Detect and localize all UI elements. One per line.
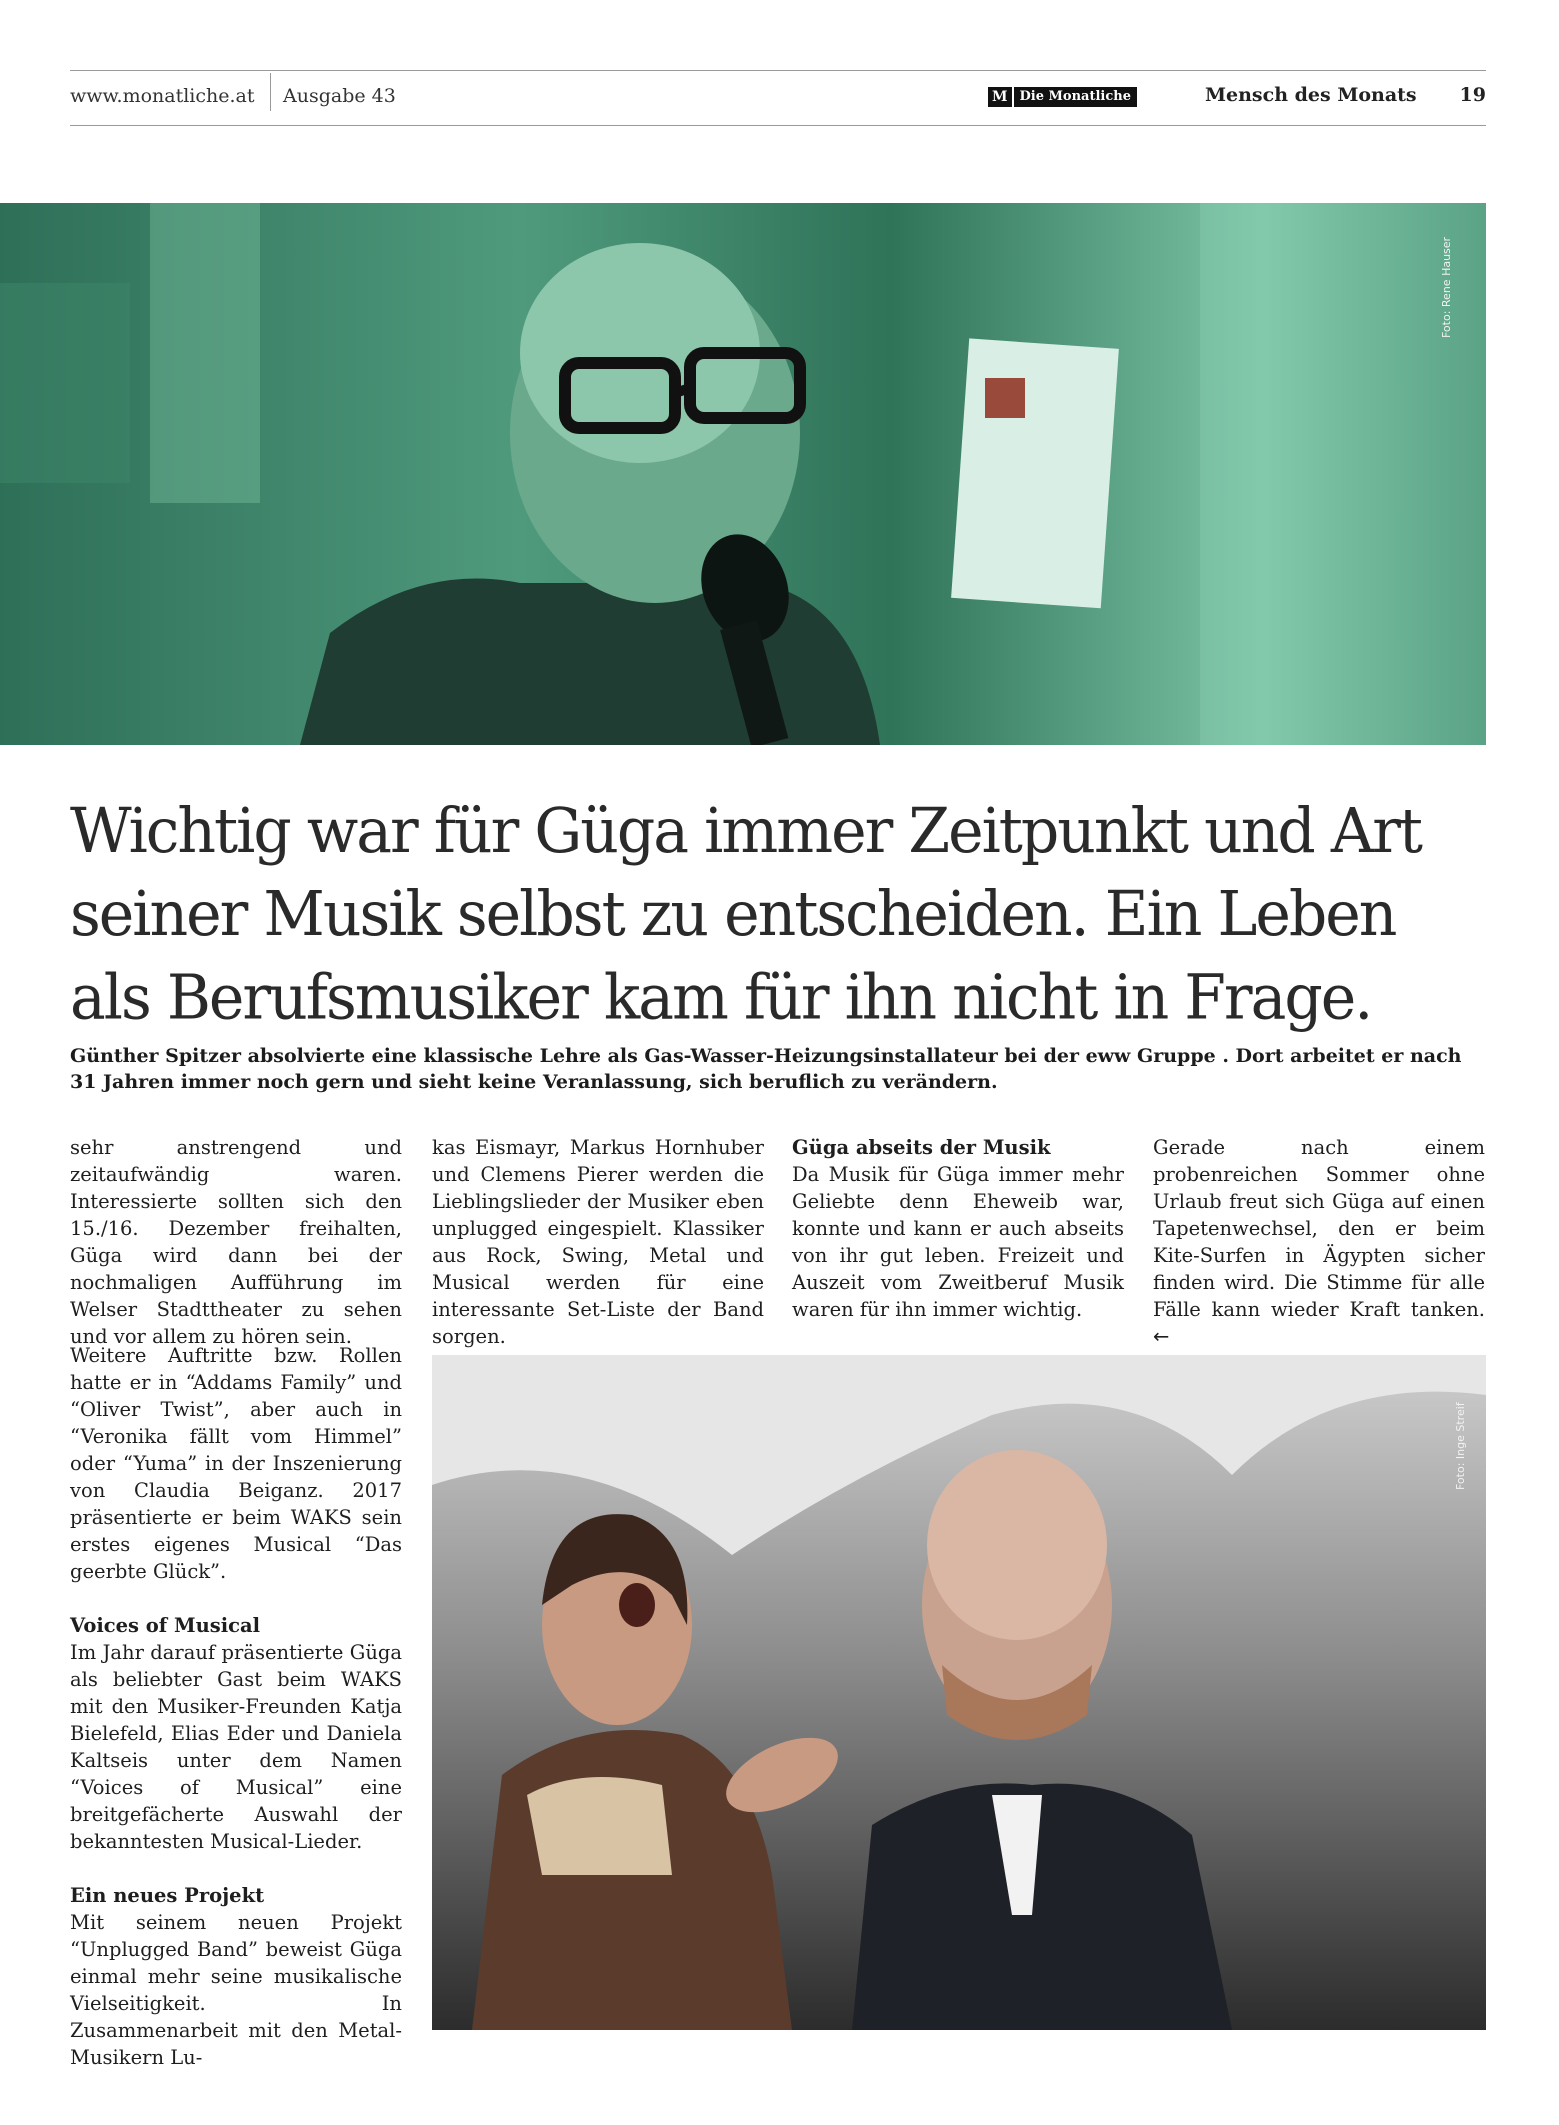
header-divider [270,73,271,111]
website-url[interactable]: www.monatliche.at [70,85,255,107]
photo-singer-microphone [0,203,1486,745]
paragraph-text: Gerade nach einem probenreichen Sommer ohne Urlaub freut sich Güga auf einen Tapetenwechsel, den er beim Kite-Surfen in Ägypten sicher finden wird. Die Stimme für alle Fälle kann wieder Kraft tanken. [1153,1136,1485,1321]
article-column-2 [432,1134,764,1350]
photo-credit: Foto: Inge Streif [1454,1402,1467,1490]
subheading-abseits-der-musik: Güga abseits der Musik [792,1136,1051,1159]
article-column-1 [70,1342,402,2071]
section-title: Mensch des Monats [1205,84,1417,106]
subheading-neues-projekt: Ein neues Projekt [70,1884,265,1907]
publication-logo [988,87,1137,107]
paragraph: Weitere Auftritte bzw. Rollen hatte er in “Addams Family” und “Oliver Twist”, aber auch in “Veronika fällt vom Himmel” oder “Yuma” in der Inszenierung von Claudia Beiganz. 2017 präsentierte er beim WAKS sein erstes eigenes Musical “Das geerbte Glück”. [70,1344,402,1583]
issue-number: Ausgabe 43 [283,85,396,107]
headline: Wichtig war für Güga immer Zeitpunkt und Art seiner Musik selbst zu entscheiden. Ein Leben als Berufsmusiker kam für ihn nicht in Frage. [70,795,1422,1035]
paragraph: Da Musik für Güga immer mehr Geliebte denn Eheweib war, konnte und kann er auch abseits von ihr gut leben. Freizeit und Auszeit vom Zweitberuf Musik waren für ihn immer wichtig. [792,1163,1124,1321]
paragraph: Im Jahr darauf präsentierte Güga als beliebter Gast beim WAKS mit den Musiker-Freunden Katja Bielefeld, Elias Eder und Daniela Kaltseis unter dem Namen “Voices of Musical” eine breitgefächerte Auswahl der bekanntesten Musical-Lieder. [70,1641,402,1853]
paragraph [1153,1134,1485,1350]
paragraph: kas Eismayr, Markus Hornhuber und Clemens Pierer werden die Lieblingslieder der Musiker eben unplugged eingespielt. Klassiker aus Rock, Swing, Metal und Musical werden für eine interessante Set-Liste der Band sorgen. [432,1136,764,1348]
end-arrow-icon: ← [1153,1325,1170,1348]
article-column-1-top [70,1134,402,1350]
page-header [70,70,1486,126]
logo-text: Die Monatliche [1014,87,1137,107]
article-column-4 [1153,1134,1485,1350]
paragraph: Mit seinem neuen Projekt “Unplugged Band” beweist Güga einmal mehr seine musikalische Vielseitigkeit. In Zusammenarbeit mit den Metal-Musikern Lu- [70,1911,402,2069]
photo-credit: Foto: Rene Hauser [1440,236,1453,338]
page-number: 19 [1459,84,1486,106]
paragraph: sehr anstrengend und zeitaufwändig waren. Interessierte sollten sich den 15./16. Dezember freihalten, Güga wird dann bei der nochmaligen Aufführung im Welser Stadttheater zu sehen und vor allem zu hören sein. [70,1136,402,1348]
photo-stage-performance [432,1355,1486,2030]
logo-mark: M [988,87,1012,107]
lead-paragraph: Günther Spitzer absolvierte eine klassische Lehre als Gas-Wasser-Heizungsinstallateur bei der eww Gruppe . Dort arbeitet er nach 31 Jahren immer noch gern und sieht keine Veranlassung, sich beruflich zu verändern. [70,1045,1462,1093]
article-column-3 [792,1134,1124,1323]
subheading-voices-of-musical: Voices of Musical [70,1614,261,1637]
